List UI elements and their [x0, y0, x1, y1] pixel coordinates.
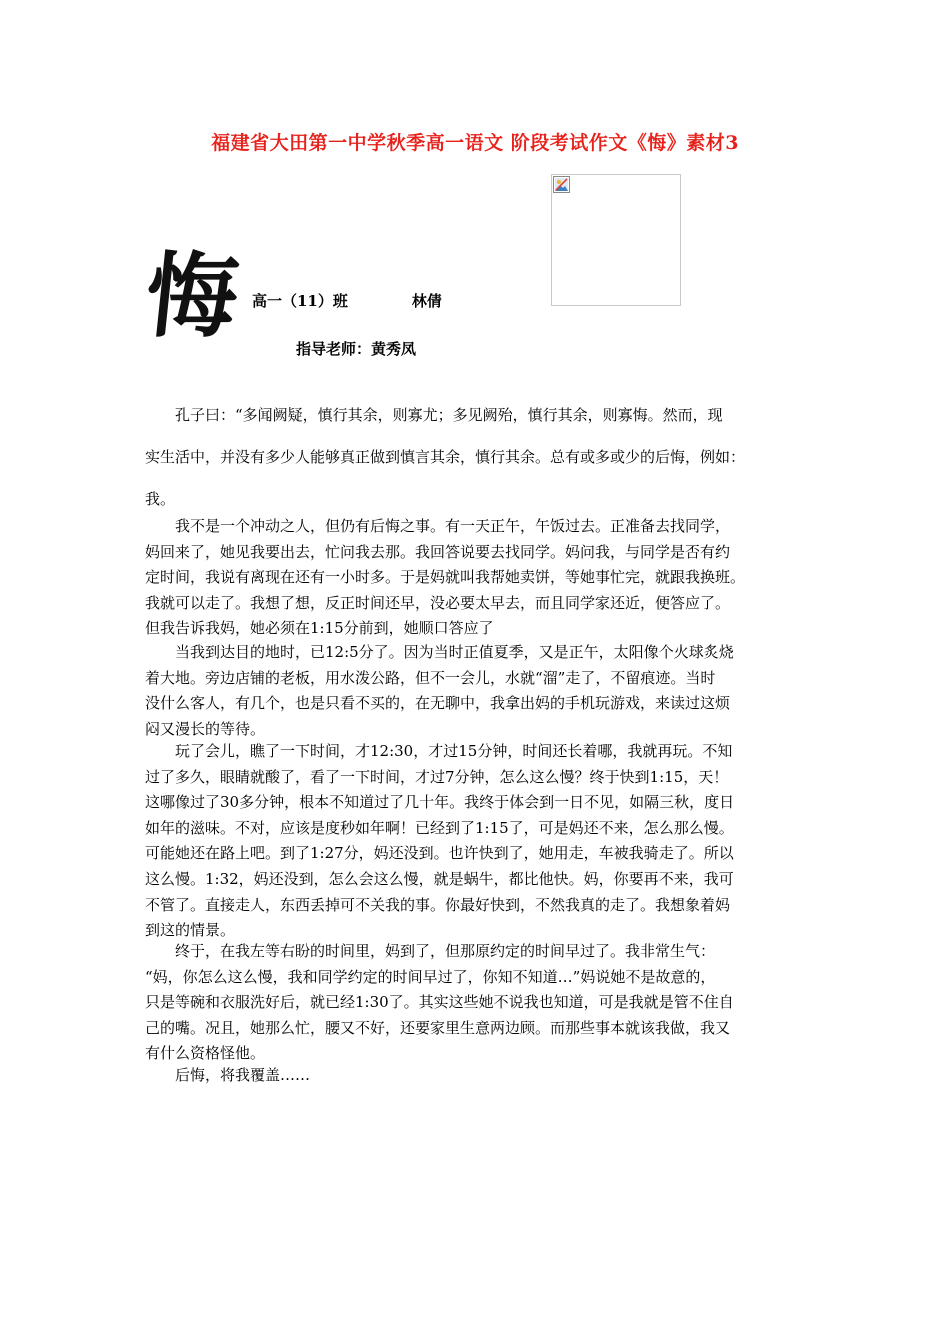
paragraph-3 [145, 640, 810, 742]
text-line: 但我告诉我妈，她必须在1:15分前到，她顺口答应了 [145, 619, 494, 638]
text-line: 没什么客人，有几个，也是只看不买的，在无聊中，我拿出妈的手机玩游戏，来读过这烦 [145, 694, 731, 713]
text-line: 己的嘴。况且，她那么忙，腰又不好，还要家里生意两边顾。而那些事本就该我做，我又 [145, 1018, 731, 1037]
paragraph-2 [145, 514, 810, 642]
image-placeholder [551, 174, 681, 306]
paragraph-1 [145, 394, 810, 520]
text-line: 到这的情景。 [145, 921, 236, 940]
text-line: 有什么资格怪他。 [145, 1044, 266, 1063]
text-line: 我不是一个冲动之人，但仍有后悔之事。有一天正午，午饭过去。正准备去找同学， [145, 517, 731, 535]
paragraph-6 [145, 1063, 810, 1089]
text-line: 过了多久，眼睛就酸了，看了一下时间，才过7分钟，怎么这么慢？终于快到1:15，天！ [145, 767, 729, 786]
text-line: 如年的滋味。不对，应该是度秒如年啊！已经到了1:15了，可是妈还不来，怎么那么慢。 [145, 818, 734, 837]
text-line: 我就可以走了。我想了想，反正时间还早，没必要太早去，而且同学家还近，便答应了。 [145, 593, 731, 612]
paragraph-5 [145, 939, 810, 1067]
text-line: 实生活中，并没有多少人能够真正做到慎言其余，慎行其余。总有或多或少的后悔，例如： [145, 448, 746, 466]
text-line: 可能她还在路上吧。到了1:27分，妈还没到。也许快到了，她用走，车被我骑走了。所以 [145, 844, 734, 863]
text-line: “妈，你怎么这么慢，我和同学约定的时间早过了，你知不知道…”妈说她不是故意的， [145, 967, 716, 986]
title-calligraphy-character: 悔 [140, 242, 244, 350]
document-title: 福建省大田第一中学秋季高一语文 阶段考试作文《悔》素材3 [211, 132, 739, 154]
class-name: 高一（11）班 [252, 292, 348, 310]
text-line: 这哪像过了30多分钟，根本不知道过了几十年。我终于体会到一日不见，如隔三秋，度日 [145, 793, 735, 812]
text-line: 妈回来了，她见我要出去，忙问我去那。我回答说要去找同学。妈问我，与同学是否有约 [145, 542, 731, 561]
text-line: 只是等碗和衣服洗好后，就已经1:30了。其实这些她不说我也知道，可是我就是管不住自 [145, 993, 734, 1012]
text-line: 玩了会儿，瞧了一下时间，才12:30，才过15分钟，时间还长着哪，我就再玩。不知 [145, 742, 733, 760]
text-line: 孔子曰：“多闻阙疑，慎行其余，则寡尤；多见阙殆，慎行其余，则寡悔。然而，现 [145, 406, 723, 424]
teacher-line: 指导老师：黄秀凤 [296, 340, 417, 358]
author-line [252, 290, 442, 311]
text-line: 这么慢。1:32，妈还没到，怎么会这么慢，就是蜗牛，都比他快。妈，你要再不来，我可 [145, 869, 734, 888]
text-line: 着大地。旁边店铺的老板，用水泼公路，但不一会儿，水就“溜”走了，不留痕迹。当时 [145, 668, 716, 687]
paragraph-4 [145, 739, 810, 944]
text-line: 后悔，将我覆盖…… [145, 1066, 311, 1084]
text-line: 定时间，我说有离现在还有一小时多。于是妈就叫我帮她卖饼，等她事忙完，就跟我换班。 [145, 568, 746, 587]
text-line: 终于，在我左等右盼的时间里，妈到了，但那原约定的时间早过了。我非常生气： [145, 942, 716, 960]
author-name: 林倩 [411, 292, 442, 310]
text-line: 不管了。直接走人，东西丢掉可不关我的事。你最好快到，不然我真的走了。我想象着妈 [145, 895, 731, 914]
broken-image-icon [553, 176, 570, 193]
text-line: 当我到达目的地时，已12:5分了。因为当时正值夏季，又是正午，太阳像个火球炙烧 [145, 643, 734, 661]
text-line: 闷又漫长的等待。 [145, 719, 266, 738]
text-line: 我。 [145, 490, 176, 508]
